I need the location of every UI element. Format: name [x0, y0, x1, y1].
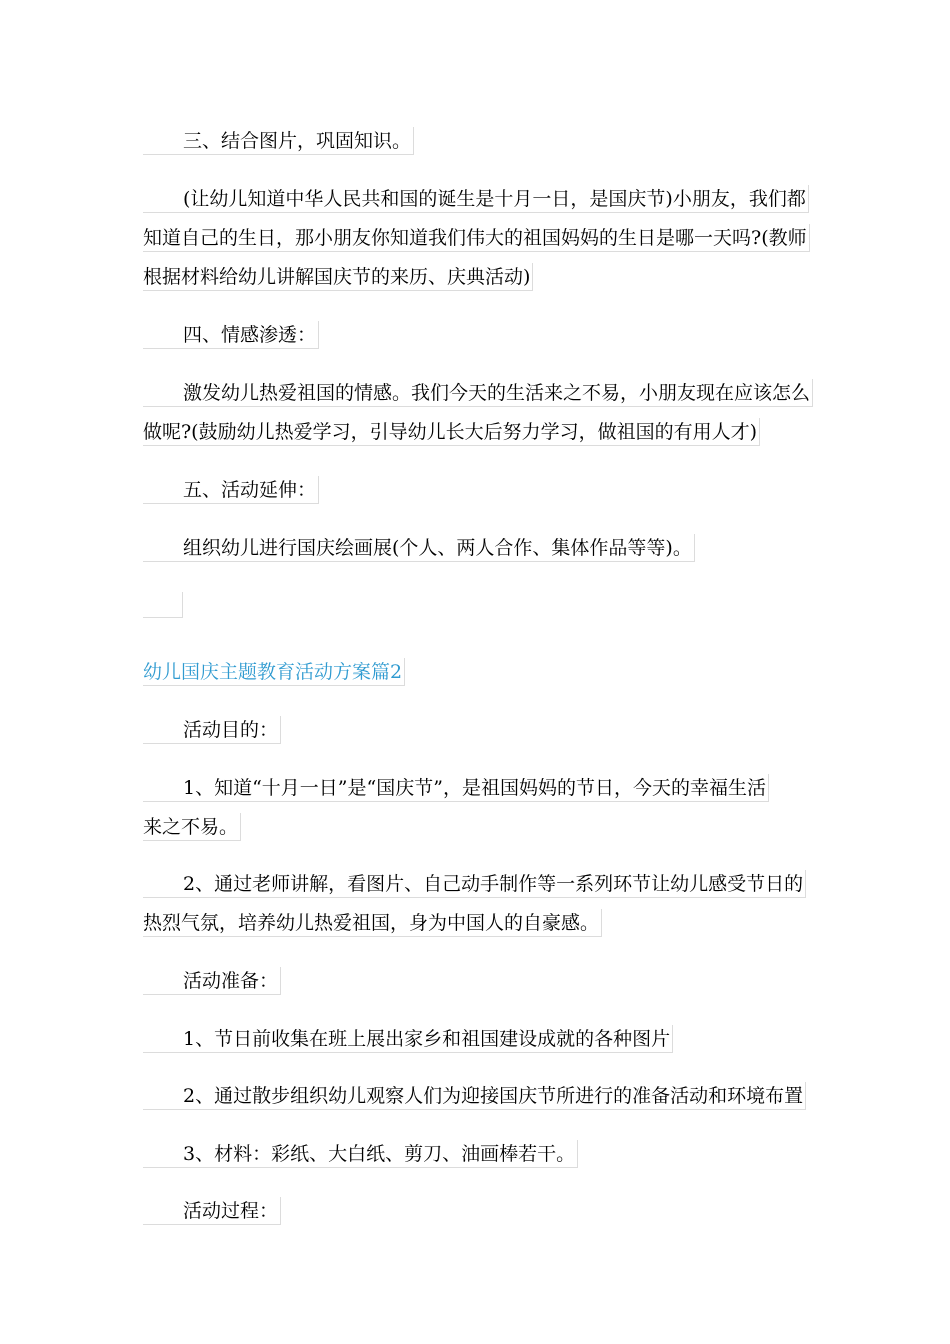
paragraph-line: 2、通过老师讲解，看图片、自己动手制作等一系列环节让幼儿感受节日的: [143, 870, 806, 898]
paragraph-line: 来之不易。: [143, 813, 241, 841]
empty-paragraph: [143, 592, 183, 618]
section-heading-consolidate: 三、结合图片，巩固知识。: [143, 127, 414, 155]
paragraph-line: (让幼儿知道中华人民共和国的诞生是十月一日，是国庆节)小朋友，我们都: [143, 185, 809, 213]
section-heading-emotion: 四、情感渗透：: [143, 321, 319, 349]
list-item: 3、材料：彩纸、大白纸、剪刀、油画棒若干。: [143, 1140, 578, 1168]
paragraph-line: 1、知道“十月一日”是“国庆节”，是祖国妈妈的节日，今天的幸福生活: [143, 774, 769, 802]
list-item: 1、节日前收集在班上展出家乡和祖国建设成就的各种图片: [143, 1025, 673, 1053]
article-heading-link[interactable]: 幼儿国庆主题教育活动方案篇2: [143, 658, 405, 686]
section-heading-process: 活动过程：: [143, 1197, 281, 1225]
section-heading-extension: 五、活动延伸：: [143, 476, 319, 504]
paragraph-line: 知道自己的生日，那小朋友你知道我们伟大的祖国妈妈的生日是哪一天吗?(教师: [143, 224, 810, 252]
paragraph-line: 激发幼儿热爱祖国的情感。我们今天的生活来之不易，小朋友现在应该怎么: [143, 379, 813, 407]
list-item: 2、通过散步组织幼儿观察人们为迎接国庆节所进行的准备活动和环境布置: [143, 1082, 806, 1110]
paragraph-line: 根据材料给幼儿讲解国庆节的来历、庆典活动): [143, 263, 533, 291]
paragraph-line: 组织幼儿进行国庆绘画展(个人、两人合作、集体作品等等)。: [143, 534, 695, 562]
section-heading-goals: 活动目的：: [143, 716, 281, 744]
section-heading-preparation: 活动准备：: [143, 967, 281, 995]
paragraph-line: 热烈气氛，培养幼儿热爱祖国，身为中国人的自豪感。: [143, 909, 602, 937]
paragraph-line: 做呢?(鼓励幼儿热爱学习，引导幼儿长大后努力学习，做祖国的有用人才): [143, 418, 760, 446]
